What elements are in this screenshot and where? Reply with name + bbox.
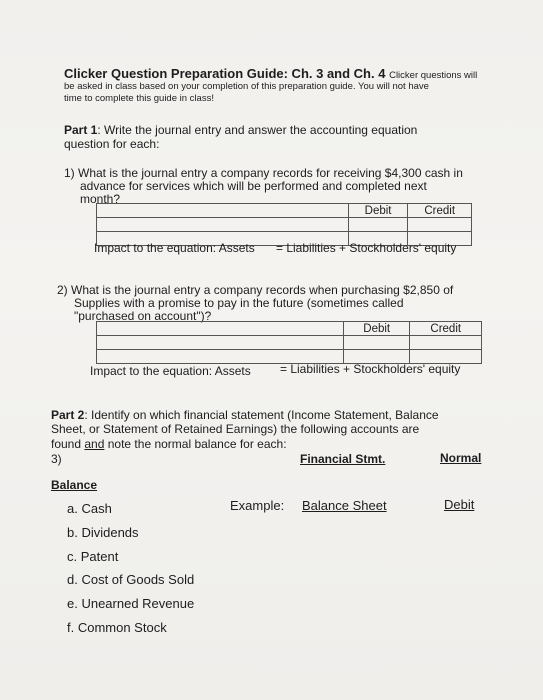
- q1-debit-header: Debit: [348, 204, 408, 218]
- q2-debit-cell[interactable]: [343, 336, 410, 350]
- q1-text-2: advance for services which will be performed and completed next: [80, 179, 427, 193]
- part1-label: Part 1: [64, 123, 98, 137]
- part2-instruction-1: : Identify on which financial statement (Income Statement, Balance: [84, 408, 439, 422]
- q1-credit-cell[interactable]: [408, 218, 472, 232]
- account-item-b: b. Dividends: [67, 525, 139, 540]
- q2-text-3: "purchased on account")?: [74, 309, 212, 323]
- q1-debit-cell[interactable]: [348, 218, 408, 232]
- account-item-f: f. Common Stock: [67, 620, 167, 635]
- col-normal: Normal: [440, 451, 482, 465]
- example-statement: Balance Sheet: [302, 498, 387, 513]
- q2-impact-label: Impact to the equation: Assets: [90, 364, 251, 378]
- q1-account-cell[interactable]: [97, 204, 349, 218]
- q2-account-cell-2[interactable]: [97, 336, 344, 350]
- example-normal-balance: Debit: [444, 497, 475, 512]
- q2-text-1: 2) What is the journal entry a company records when purchasing $2,850 of: [57, 283, 454, 297]
- q2-journal-table: [96, 321, 482, 364]
- q2-equation: = Liabilities + Stockholders' equity: [280, 362, 461, 376]
- part2-instruction-3: [51, 437, 287, 451]
- part2-label: Part 2: [51, 408, 85, 422]
- q2-credit-cell[interactable]: [410, 336, 482, 350]
- col-financial-stmt: Financial Stmt.: [300, 452, 386, 466]
- q1-text-1: 1) What is the journal entry a company records for receiving $4,300 cash in: [64, 166, 463, 180]
- intro-text-3: time to complete this guide in class!: [64, 93, 214, 104]
- intro-text-1: Clicker questions will: [389, 70, 478, 81]
- q1-credit-header: Credit: [408, 204, 472, 218]
- q1-journal-table: [96, 203, 472, 246]
- q1-account-cell-2[interactable]: [97, 218, 349, 232]
- title-text: Clicker Question Preparation Guide: Ch. 3 and Ch. 4: [64, 66, 386, 81]
- q2-debit-header: Debit: [343, 322, 410, 336]
- account-item-d: d. Cost of Goods Sold: [67, 572, 195, 587]
- part2-instr-b: note the normal balance for each:: [104, 437, 287, 451]
- account-item-c: c. Patent: [67, 549, 119, 564]
- part1-instruction-2: question for each:: [64, 137, 160, 151]
- part2-heading: [51, 408, 439, 422]
- account-item-a: a. Cash: [67, 501, 112, 516]
- part2-instr-and: and: [84, 437, 105, 451]
- col-balance: Balance: [51, 478, 98, 492]
- q2-credit-header: Credit: [410, 322, 482, 336]
- q2-text-2: Supplies with a promise to pay in the future (sometimes called: [74, 296, 404, 310]
- account-item-e: e. Unearned Revenue: [67, 596, 195, 611]
- example-label: Example:: [230, 498, 285, 513]
- document-title: [64, 66, 477, 81]
- part2-instr-a: found: [51, 437, 85, 451]
- part1-heading: [64, 123, 417, 137]
- part1-instruction: : Write the journal entry and answer the accounting equation: [97, 123, 418, 137]
- intro-text-2: be asked in class based on your completion of this preparation guide. You will not have: [64, 81, 429, 92]
- q1-impact-label: Impact to the equation: Assets: [94, 241, 255, 255]
- q1-text-3: month?: [80, 192, 121, 206]
- q1-equation: = Liabilities + Stockholders' equity: [276, 241, 457, 255]
- part2-number: 3): [51, 452, 62, 466]
- q2-account-cell[interactable]: [97, 322, 344, 336]
- part2-instruction-2: Sheet, or Statement of Retained Earnings) the following accounts are: [51, 422, 420, 436]
